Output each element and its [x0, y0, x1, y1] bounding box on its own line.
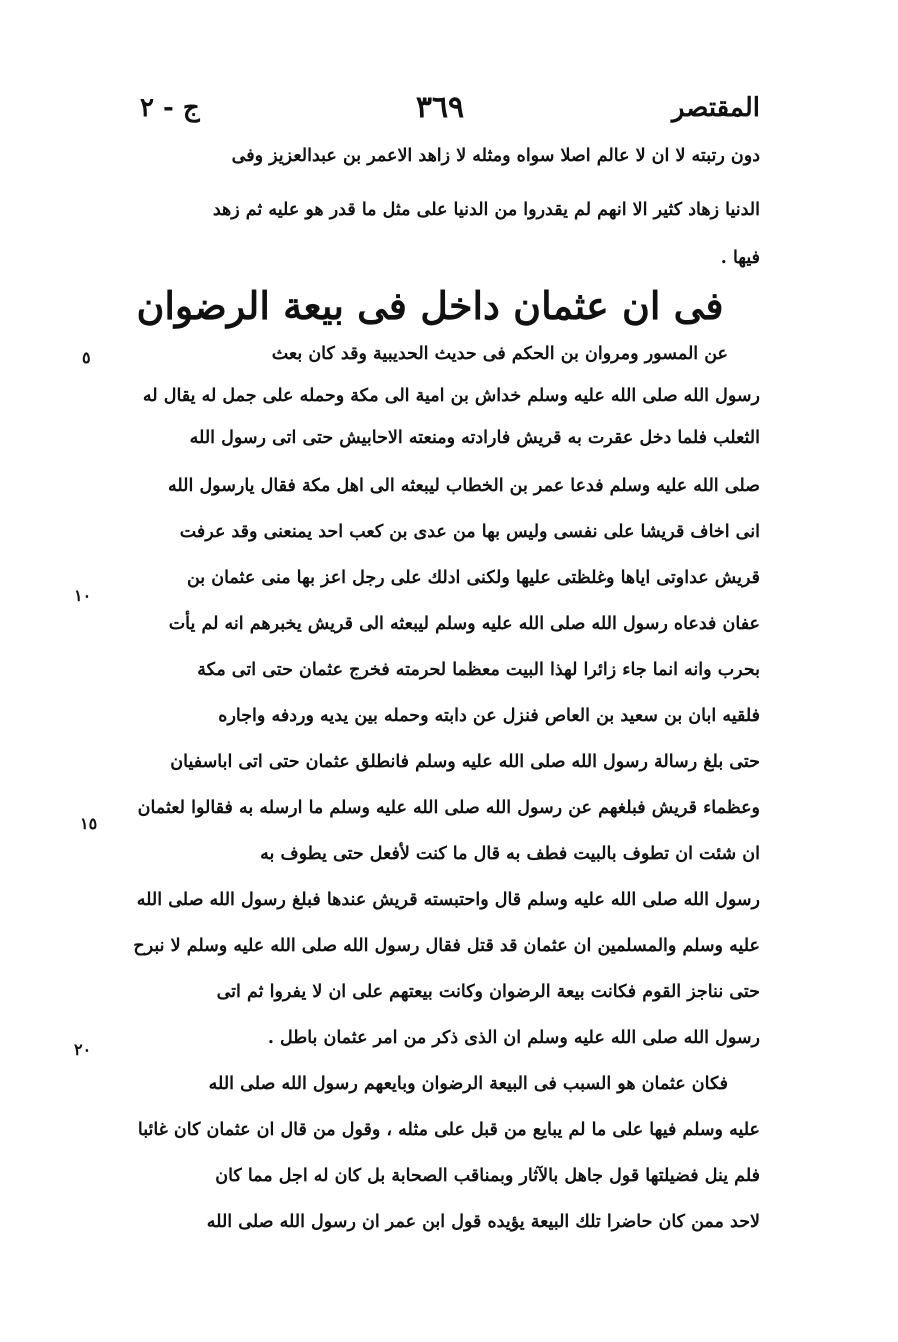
- text-line: بحرب وانه انما جاء زائرا لهذا البيت معظما لحرمته فخرج عثمان حتى اتى مكة: [197, 660, 760, 680]
- margin-line-number: ٥: [82, 348, 91, 367]
- margin-line-number: ١٥: [80, 814, 98, 833]
- section-heading: فى ان عثمان داخل فى بيعة الرضوان: [136, 283, 724, 328]
- text-line: حتى بلغ رسالة رسول الله صلى الله عليه وسلم فانطلق عثمان حتى اتى اباسفيان: [170, 752, 760, 772]
- page-header: [120, 88, 760, 128]
- text-line: حتى نناجز القوم فكانت بيعة الرضوان وكانت بيعتهم على ان لا يفروا ثم اتى: [216, 982, 760, 1002]
- text-line: فلم ينل فضيلتها قول جاهل بالآثار وبمناقب الصحابة بل كان له اجل مما كان: [215, 1166, 760, 1186]
- text-line: قريش عداوتى اياها وغلظتى عليها ولكنى ادلك على رجل اعز بها منى عثمان بن: [186, 568, 760, 588]
- text-line: لاحد ممن كان حاضرا تلك البيعة يؤيده قول ابن عمر ان رسول الله صلى الله: [206, 1212, 760, 1232]
- text-line: صلى الله عليه وسلم فدعا عمر بن الخطاب ليبعثه الى اهل مكة فقال يارسول الله: [168, 476, 760, 496]
- book-title: المقتصر: [671, 93, 760, 123]
- text-line: الثعلب فلما دخل عقرت به قريش فارادته ومنعته الاحابيش حتى اتى رسول الله: [189, 428, 760, 448]
- text-line: رسول الله صلى الله عليه وسلم قال واحتبسته قريش عندها فبلغ رسول الله صلى الله: [136, 890, 760, 910]
- text-line: وعظماء قريش فبلغهم عن رسول الله صلى الله عليه وسلم ما ارسله به فقالوا لعثمان: [137, 798, 760, 818]
- text-line: رسول الله صلى الله عليه وسلم خداش بن امية الى مكة وحمله على جمل له يقال له: [142, 386, 760, 406]
- text-line: فلقيه ابان بن سعيد بن العاص فنزل عن دابته وحمله بين يديه وردفه واجاره: [218, 706, 760, 726]
- text-line: فيها .: [720, 248, 760, 268]
- page-number: ٣٦٩: [415, 90, 465, 125]
- text-line: عليه وسلم فيها على ما لم يبايع من قبل على مثله ، وقول من قال ان عثمان كان غائبا: [137, 1120, 760, 1140]
- margin-line-number: ٢٠: [74, 1040, 92, 1059]
- text-line: عليه وسلم والمسلمين ان عثمان قد قتل فقال رسول الله صلى الله عليه وسلم لا نبرح: [133, 936, 760, 956]
- text-line: عفان فدعاه رسول الله صلى الله عليه وسلم ليبعثه الى قريش يخبرهم انه لم يأت: [168, 614, 760, 634]
- text-line: ان شئت ان تطوف بالبيت فطف به قال ما كنت لأفعل حتى يطوف به: [260, 844, 760, 864]
- text-line: رسول الله صلى الله عليه وسلم ان الذى ذكر من امر عثمان باطل .: [267, 1028, 760, 1048]
- text-line: عن المسور ومروان بن الحكم فى حديث الحديبية وقد كان بعث: [271, 344, 728, 364]
- text-line: انى اخاف قريشا على نفسى وليس بها من عدى بن كعب احد يمنعنى وقد عرفت: [179, 522, 760, 542]
- volume-number: ج - ٢: [140, 93, 200, 123]
- margin-line-number: ١٠: [74, 586, 92, 605]
- text-line: الدنيا زهاد كثير الا انهم لم يقدروا من الدنيا على مثل ما قدر هو عليه ثم زهد: [212, 200, 760, 220]
- text-line: فكان عثمان هو السبب فى البيعة الرضوان وبايعهم رسول الله صلى الله: [208, 1074, 728, 1094]
- text-line: دون رتبته لا ان لا عالم اصلا سواه ومثله لا زاهد الاعمر بن عبدالعزيز وفى: [231, 146, 760, 166]
